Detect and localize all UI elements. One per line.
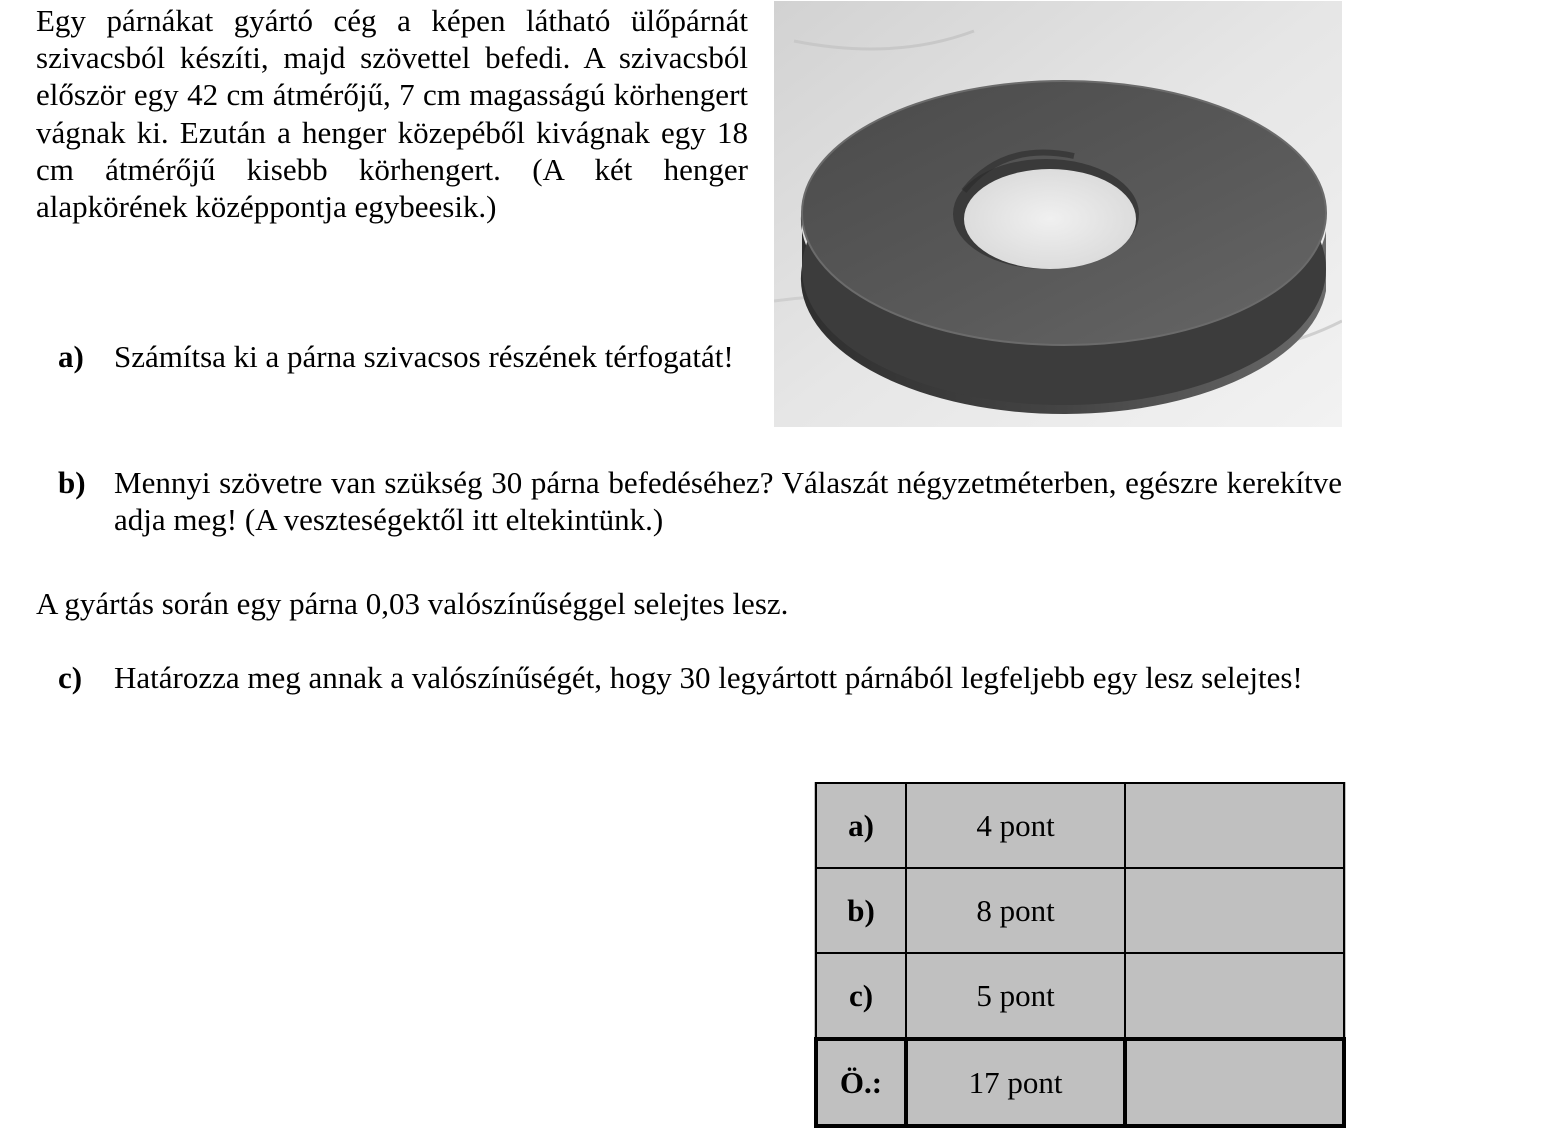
score-row <box>816 953 1344 1039</box>
task-label: b) <box>58 465 86 500</box>
score-row-points: 8 pont <box>906 868 1125 953</box>
score-row-label: c) <box>816 953 906 1039</box>
score-row-points: 4 pont <box>906 783 1125 868</box>
probability-statement: A gyártás során egy párna 0,03 valószínűséggel selejtes lesz. <box>36 586 789 621</box>
task-a <box>58 338 748 375</box>
score-row-earned[interactable] <box>1125 953 1344 1039</box>
score-row-label: a) <box>816 783 906 868</box>
score-row-points: 5 pont <box>906 953 1125 1039</box>
task-c <box>58 659 1342 696</box>
score-total-row <box>816 1039 1344 1126</box>
score-row <box>816 868 1344 953</box>
cushion-photo <box>774 1 1342 427</box>
score-row-earned[interactable] <box>1125 783 1344 868</box>
score-total-label: Ö.: <box>816 1039 906 1126</box>
task-text: Mennyi szövetre van szükség 30 párna befedéséhez? Válaszát négyzetméterben, egészre kerekítve adja meg! (A veszteségektől itt eltekintünk.) <box>114 465 1342 538</box>
score-row-label: b) <box>816 868 906 953</box>
ring-cushion-image <box>774 1 1342 427</box>
task-label: a) <box>58 339 84 374</box>
score-total-points: 17 pont <box>906 1039 1125 1126</box>
score-row <box>816 783 1344 868</box>
score-table <box>814 782 1346 1128</box>
problem-intro: Egy párnákat gyártó cég a képen látható ülőpárnát szivacsból készíti, majd szövettel befedi. A szivacsból először egy 42 cm átmérőjű, 7 cm magasságú körhengert vágnak ki. Ezután a henger közepéből kivágnak egy 18 cm átmérőjű kisebb körhengert. (A két henger alapkörének középpontja egybeesik.) <box>36 3 748 224</box>
score-total-earned[interactable] <box>1125 1039 1344 1126</box>
task-text: Számítsa ki a párna szivacsos részének térfogatát! <box>114 339 734 374</box>
task-b <box>58 464 1342 538</box>
score-row-earned[interactable] <box>1125 868 1344 953</box>
task-label: c) <box>58 660 83 695</box>
task-text: Határozza meg annak a valószínűségét, hogy 30 legyártott párnából legfeljebb egy lesz selejtes! <box>114 660 1303 695</box>
